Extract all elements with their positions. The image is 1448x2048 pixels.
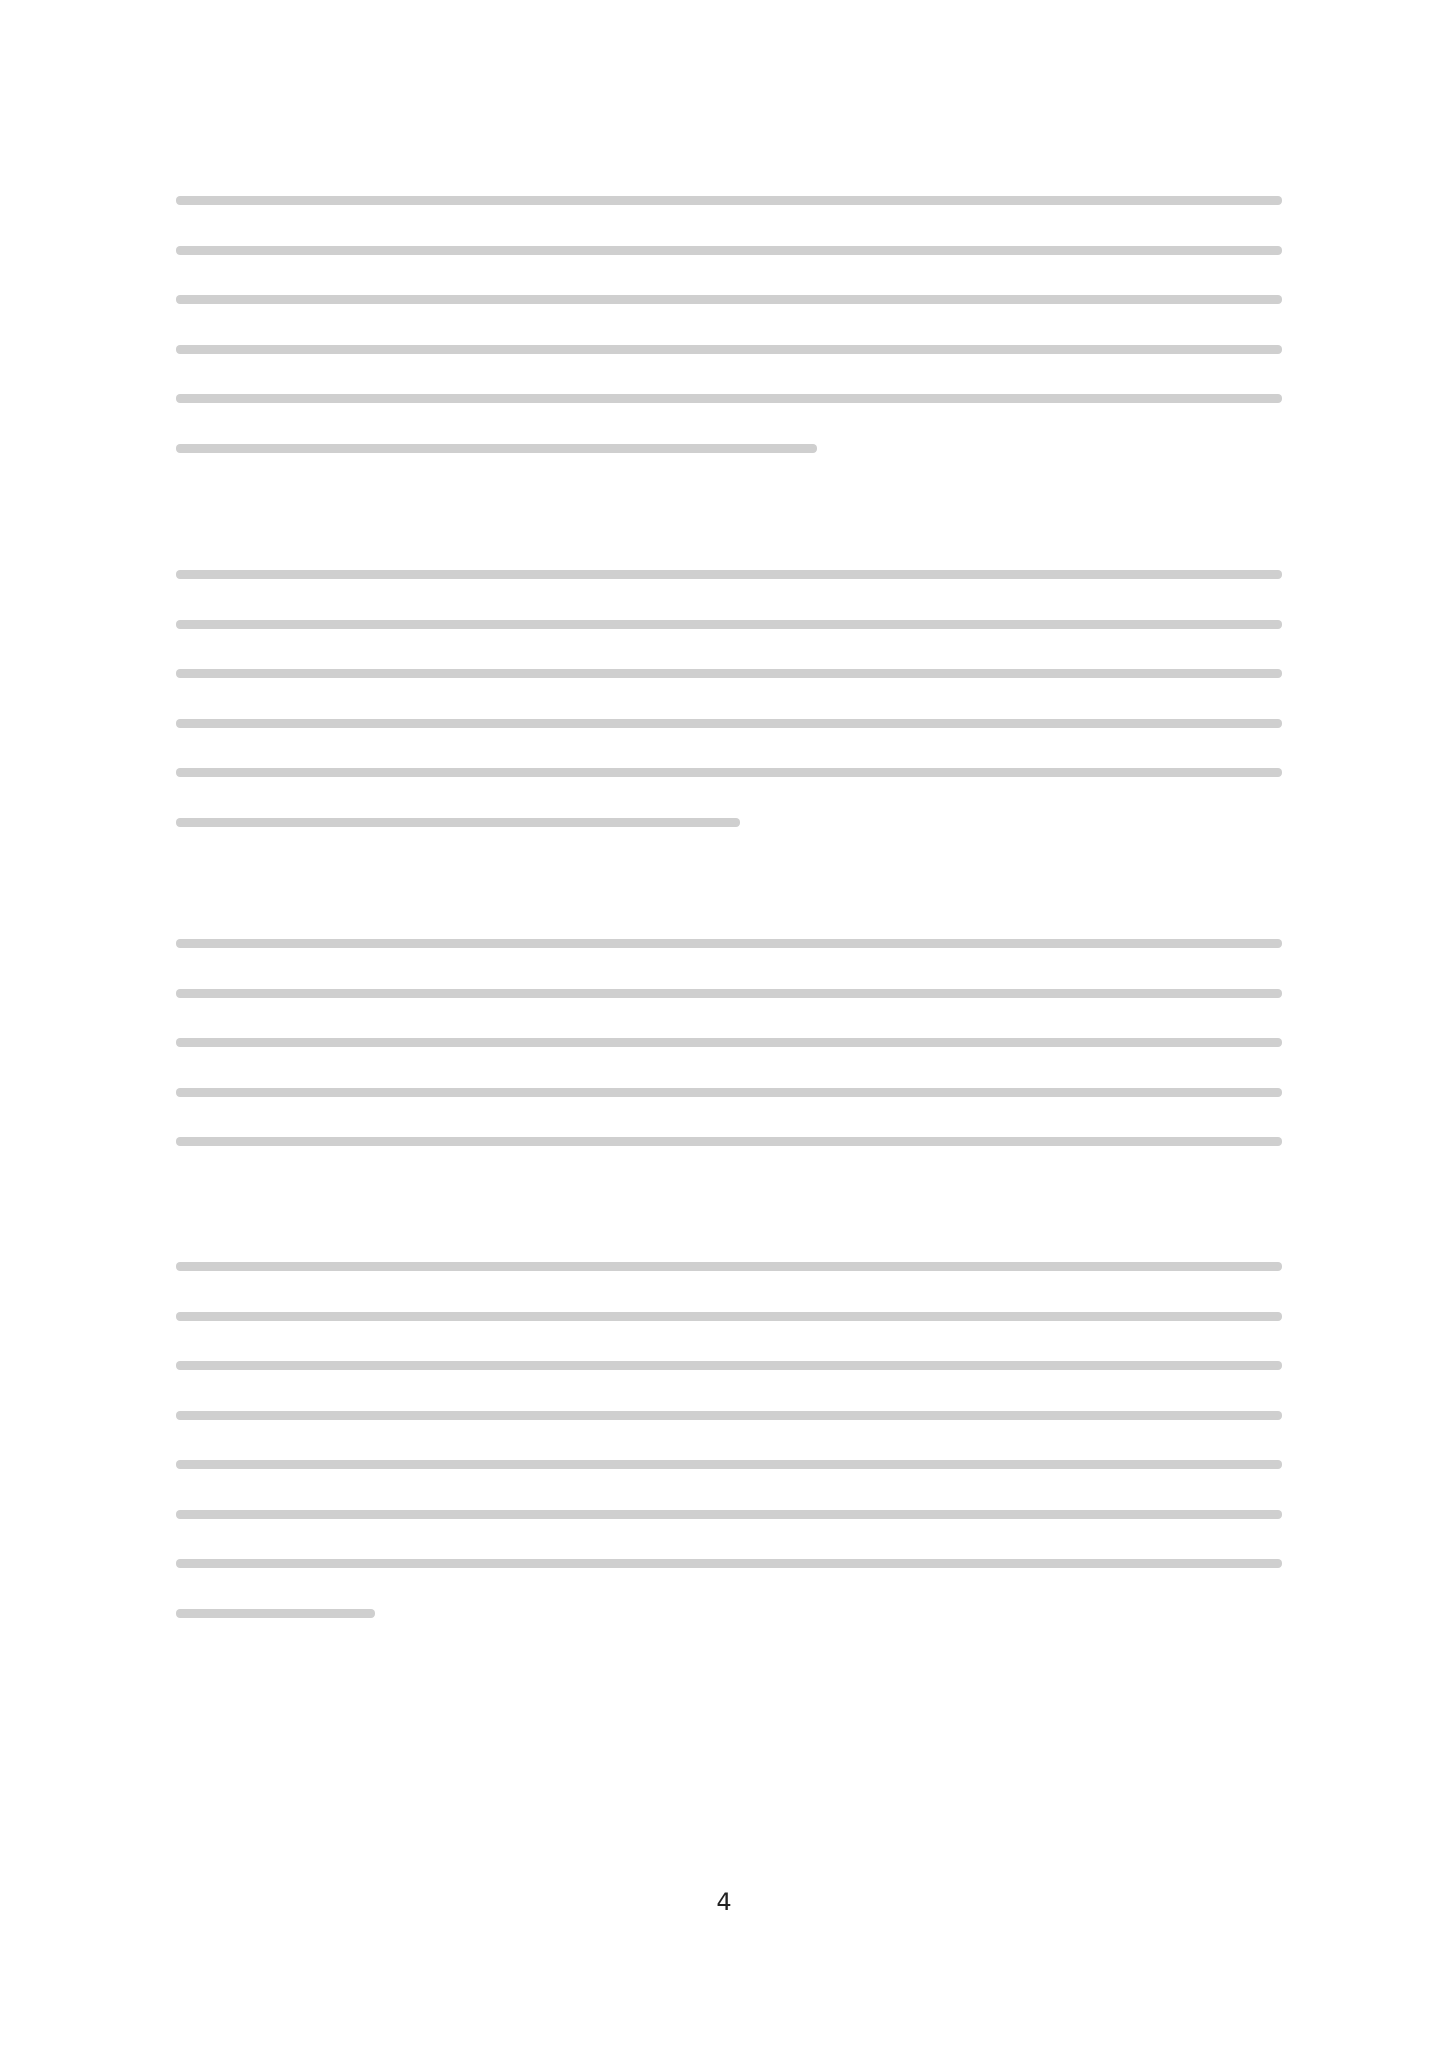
page-number: 4 <box>716 1888 732 1916</box>
paragraph-2-placeholder <box>176 570 1282 867</box>
paragraph-3-placeholder <box>176 939 1282 1187</box>
paragraph-1-placeholder <box>176 196 1282 493</box>
paragraph-4-placeholder <box>176 1262 1282 1658</box>
